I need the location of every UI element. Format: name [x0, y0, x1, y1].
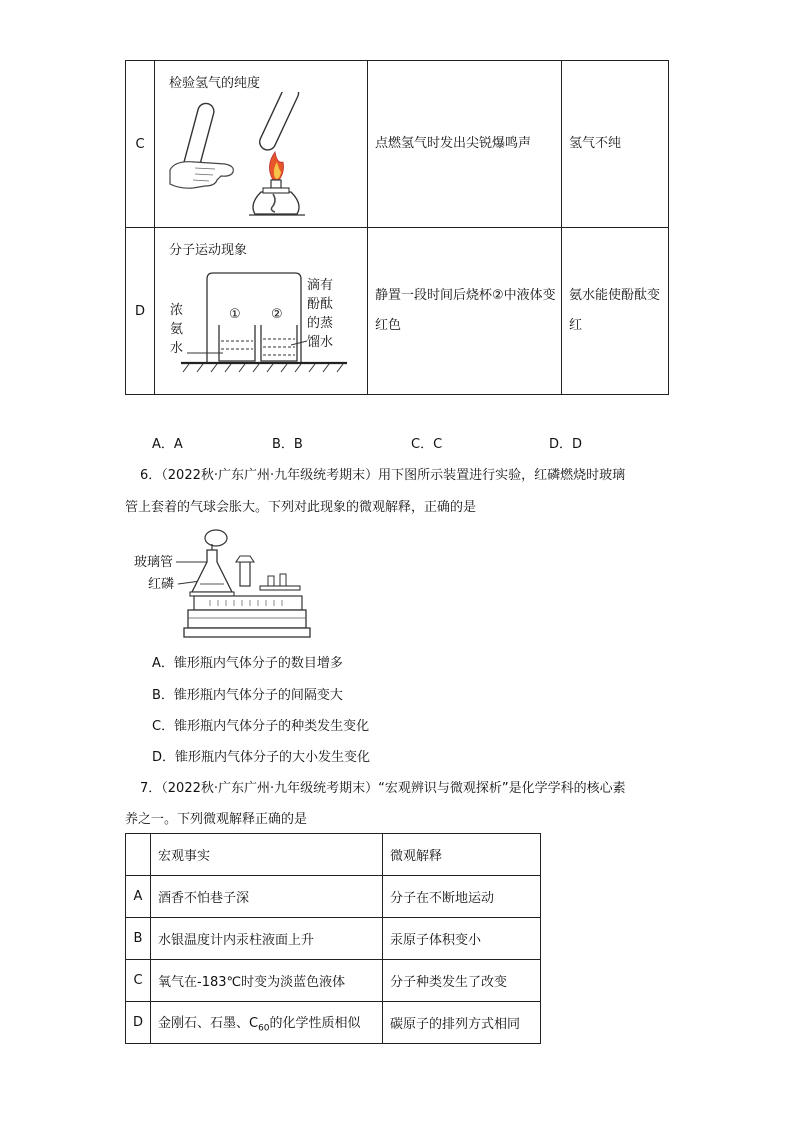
row-letter[interactable]: B	[126, 918, 151, 960]
fact-cell: 氧气在-183℃时变为淡蓝色液体	[151, 960, 383, 1002]
molecular-motion-figure	[167, 269, 357, 389]
fact-cell: 水银温度计内汞柱液面上升	[151, 918, 383, 960]
q7-stem-line-1: 7．（2022秋·广东广州·九年级统考期末）“宏观辨识与微观探析”是化学学科的核心素	[140, 781, 626, 796]
fact-prefix: 金刚石、石墨、C	[158, 1015, 259, 1031]
conclusion-cell: 氨水能使酚酞变红	[562, 228, 669, 395]
q6-stem-line-1: 6．（2022秋·广东广州·九年级统考期末）用下图所示装置进行实验，红磷燃烧时玻璃	[140, 468, 626, 483]
red-phosphorus-balance-figure	[132, 528, 312, 640]
experiment-title: 检验氢气的纯度	[169, 75, 261, 91]
table-row	[126, 876, 541, 918]
fact-cell: 酒香不怕巷子深	[151, 876, 383, 918]
table-row	[126, 61, 669, 228]
q5-option-a[interactable]: A．A	[152, 437, 183, 452]
ammonia-label-3: 水	[170, 340, 184, 356]
q6-stem-line-2: 管上套着的气球会胀大。下列对此现象的微观解释，正确的是	[125, 500, 477, 515]
red-phosphorus-label: 红磷	[148, 577, 175, 592]
row-letter[interactable]: A	[126, 876, 151, 918]
macro-micro-table	[125, 833, 541, 1044]
phenolphthalein-label-3: 的蒸	[307, 315, 334, 331]
ammonia-label-1: 浓	[170, 302, 184, 318]
table-header-row	[126, 834, 541, 876]
phenolphthalein-label-1: 滴有	[307, 277, 334, 293]
phenolphthalein-label-4: 馏水	[307, 334, 334, 350]
header-cell-fact: 宏观事实	[151, 834, 383, 876]
table-row	[126, 1002, 541, 1044]
phenolphthalein-label-2: 酚酞	[307, 296, 334, 312]
observation-cell: 点燃氢气时发出尖锐爆鸣声	[368, 61, 562, 228]
q6-choice-d[interactable]: D．锥形瓶内气体分子的大小发生变化	[152, 750, 371, 765]
observation-cell: 静置一段时间后烧杯②中液体变红色	[368, 228, 562, 395]
q5-option-d[interactable]: D．D	[549, 437, 583, 452]
table-row	[126, 918, 541, 960]
experiment-cell	[155, 61, 368, 228]
header-cell-empty	[126, 834, 151, 876]
q6-choice-b[interactable]: B．锥形瓶内气体分子的间隔变大	[152, 688, 343, 703]
hydrogen-purity-test-figure	[165, 92, 315, 222]
q5-option-c[interactable]: C．C	[411, 437, 443, 452]
fact-suffix: 的化学性质相似	[269, 1015, 361, 1031]
row-letter[interactable]: D	[126, 1002, 151, 1044]
q6-choice-a[interactable]: A．锥形瓶内气体分子的数目增多	[152, 656, 343, 671]
header-cell-explanation: 微观解释	[383, 834, 541, 876]
fact-subscript: 60	[258, 1023, 270, 1034]
explanation-cell: 碳原子的排列方式相同	[383, 1002, 541, 1044]
ammonia-label-2: 氨	[170, 321, 184, 337]
fact-cell	[151, 1002, 383, 1044]
table-row	[126, 228, 669, 395]
explanation-cell: 汞原子体积变小	[383, 918, 541, 960]
beaker-2-label: ②	[271, 306, 283, 322]
explanation-cell: 分子在不断地运动	[383, 876, 541, 918]
experiment-cell	[155, 228, 368, 395]
glass-tube-label: 玻璃管	[134, 555, 174, 570]
row-letter[interactable]: C	[126, 960, 151, 1002]
beaker-1-label: ①	[229, 306, 241, 322]
explanation-cell: 分子种类发生了改变	[383, 960, 541, 1002]
row-letter: C	[126, 61, 155, 228]
q7-stem-line-2: 养之一。下列微观解释正确的是	[125, 812, 308, 827]
table-row	[126, 960, 541, 1002]
experiment-table	[125, 60, 669, 395]
conclusion-cell: 氢气不纯	[562, 61, 669, 228]
row-letter: D	[126, 228, 155, 395]
q6-choice-c[interactable]: C．锥形瓶内气体分子的种类发生变化	[152, 719, 370, 734]
experiment-title: 分子运动现象	[169, 242, 248, 258]
q5-option-b[interactable]: B．B	[272, 437, 303, 452]
